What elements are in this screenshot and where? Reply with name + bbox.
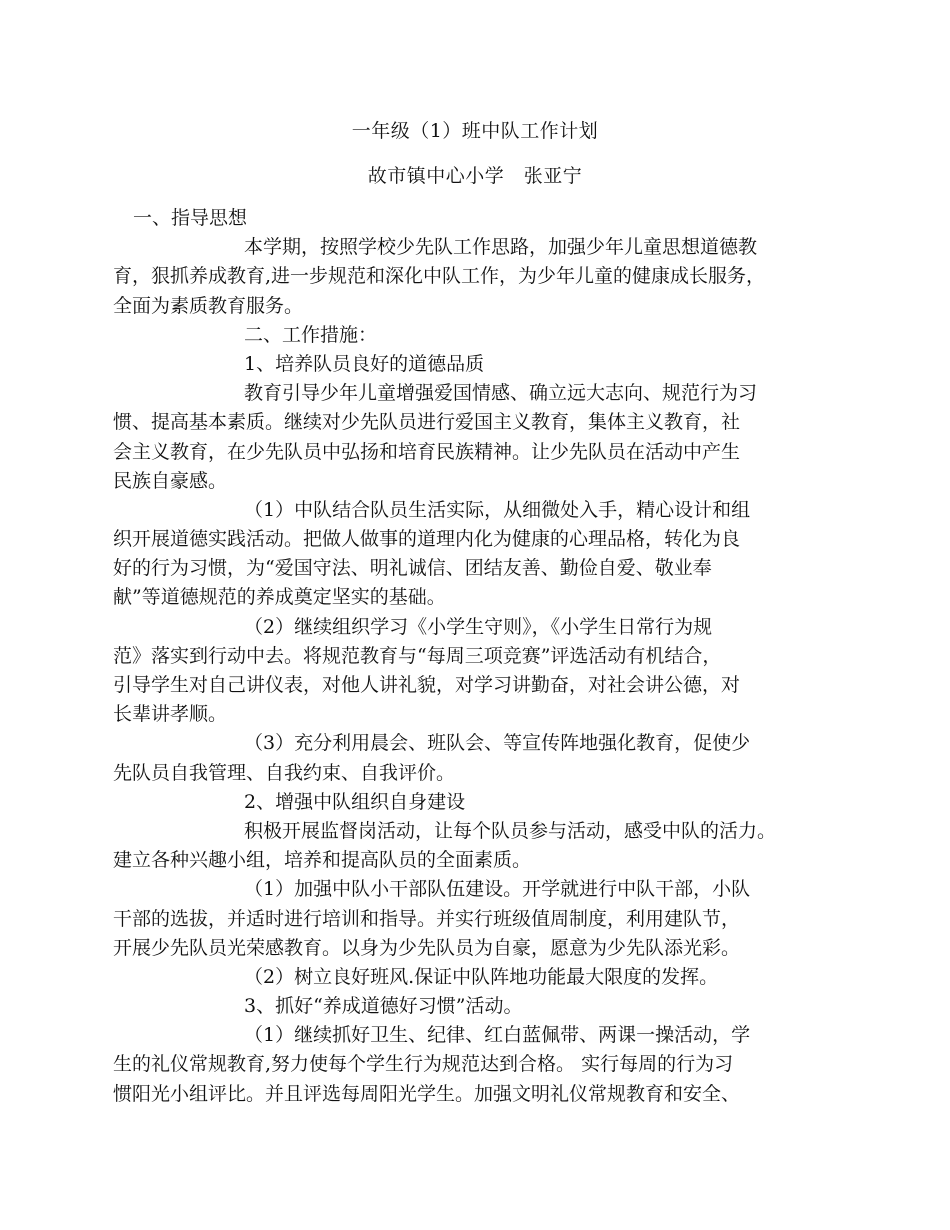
paragraph-line: 织开展道德实践活动。把做人做事的道理内化为健康的心理品格，转化为良 bbox=[113, 528, 741, 551]
paragraph-line: 范》落实到行动中去。将规范教育与“每周三项竞赛”评选活动有机结合， bbox=[113, 644, 722, 667]
paragraph-line: 积极开展监督岗活动，让每个队员参与活动，感受中队的活力。 bbox=[244, 819, 777, 842]
subsection-heading: 1、培养队员良好的道德品质 bbox=[244, 352, 485, 375]
document-body bbox=[113, 204, 847, 1109]
paragraph-line: （1）加强中队小干部队伍建设。开学就进行中队干部，小队 bbox=[244, 878, 751, 901]
paragraph-line: 建立各种兴趣小组，培养和提高队员的全面素质。 bbox=[113, 849, 532, 872]
paragraph-line: 本学期，按照学校少先队工作思路，加强少年儿童思想道德教 bbox=[244, 236, 758, 259]
paragraph-line: （2）继续组织学习《小学生守则》，《小学生日常行为规 bbox=[244, 615, 713, 638]
paragraph-line: （1）继续抓好卫生、纪律、红白蓝佩带、两课一操活动，学 bbox=[244, 1024, 751, 1047]
subsection-heading: 3、抓好“养成道德好习惯”活动。 bbox=[244, 995, 523, 1018]
subsection-heading: 2、增强中队组织自身建设 bbox=[244, 790, 466, 813]
paragraph-line: 民族自豪感。 bbox=[113, 469, 228, 492]
paragraph-line: 先队员自我管理、自我约束、自我评价。 bbox=[113, 761, 456, 784]
paragraph-line: 惯阳光小组评比。并且评选每周阳光学生。加强文明礼仪常规教育和安全、 bbox=[113, 1082, 741, 1105]
paragraph-line: 长辈讲孝顺。 bbox=[113, 703, 228, 726]
paragraph-line: 好的行为习惯，为“爱国守法、明礼诚信、团结友善、勤俭自爱、敬业奉 bbox=[113, 557, 712, 580]
paragraph-line: 开展少先队员光荣感教育。以身为少先队员为自豪，愿意为少先队添光彩。 bbox=[113, 936, 741, 959]
paragraph-line: 育，狠抓养成教育,进一步规范和深化中队工作，为少年儿童的健康成长服务， bbox=[113, 265, 766, 288]
section-heading: 二、工作措施： bbox=[244, 323, 378, 346]
paragraph-line: （1）中队结合队员生活实际，从细微处入手，精心设计和组 bbox=[244, 498, 751, 521]
paragraph-line: 引导学生对自己讲仪表，对他人讲礼貌，对学习讲勤奋，对社会讲公德，对 bbox=[113, 674, 741, 696]
document-title: 一年级（1）班中队工作计划 bbox=[351, 120, 599, 142]
paragraph-line: 教育引导少年儿童增强爱国情感、确立远大志向、规范行为习 bbox=[244, 382, 758, 405]
paragraph-line: 献”等道德规范的养成奠定坚实的基础。 bbox=[113, 586, 446, 609]
paragraph-line: 全面为素质教育服务。 bbox=[113, 294, 304, 317]
paragraph-line: （2）树立良好班风.保证中队阵地功能最大限度的发挥。 bbox=[244, 965, 719, 988]
paragraph-line: 会主义教育，在少先队员中弘扬和培育民族精神。让少先队员在活动中产生 bbox=[113, 440, 741, 463]
paragraph-line: （3）充分利用晨会、班队会、等宣传阵地强化教育，促使少 bbox=[244, 732, 751, 755]
paragraph-line: 生的礼仪常规教育,努力使每个学生行为规范达到合格。 实行每周的行为习 bbox=[113, 1053, 734, 1076]
paragraph-line: 惯、提高基本素质。继续对少先队员进行爱国主义教育，集体主义教育，社 bbox=[113, 411, 741, 434]
section-heading: 一、指导思想 bbox=[133, 207, 248, 229]
document-author-line: 故市镇中心小学 张亚宁 bbox=[367, 165, 583, 187]
paragraph-line: 干部的选拔，并适时进行培训和指导。并实行班级值周制度，利用建队节， bbox=[113, 907, 741, 930]
